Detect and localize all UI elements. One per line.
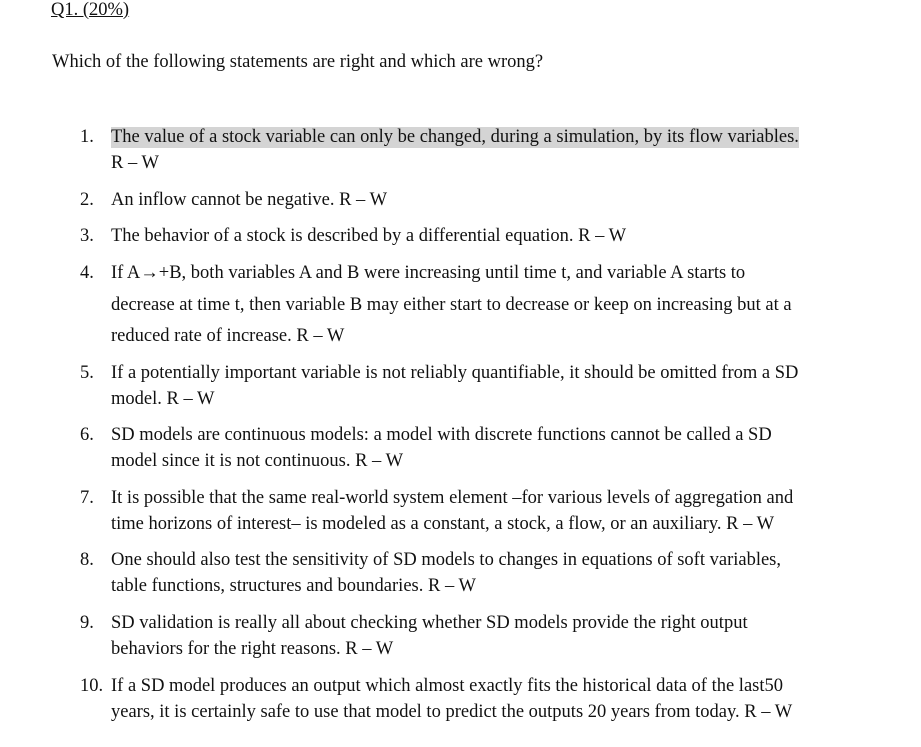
statement-text: It is possible that the same real-world system element –for various levels of aggregation and: [111, 488, 794, 508]
question-heading: Q1. (20%): [51, 0, 130, 20]
statement-text: table functions, structures and boundaries. R – W: [111, 576, 476, 596]
statement-text: If A→+B, both variables A and B were increasing until time t, and variable A starts to: [111, 263, 746, 283]
statement-number: 6.: [80, 425, 94, 445]
statement-text: SD models are continuous models: a model with discrete functions cannot be called a SD: [111, 425, 772, 445]
question-intro: Which of the following statements are right and which are wrong?: [52, 52, 544, 72]
statement-number: 9.: [80, 613, 94, 633]
statement-number: 3.: [80, 226, 94, 246]
statement-number: 1.: [80, 127, 94, 147]
statement-text: behaviors for the right reasons. R – W: [111, 639, 394, 659]
statement-number: 7.: [80, 488, 94, 508]
statement-text: time horizons of interest– is modeled as a constant, a stock, a flow, or an auxiliary. R – W: [111, 514, 775, 534]
statement-text-highlighted: The value of a stock variable can only be changed, during a simulation, by its flow variables.: [111, 127, 799, 147]
statement-text: SD validation is really all about checking whether SD models provide the right output: [111, 613, 748, 633]
statement-text: model since it is not continuous. R – W: [111, 451, 404, 471]
statement-text: decrease at time t, then variable B may either start to decrease or keep on increasing but at a: [111, 295, 792, 315]
statement-text: If a SD model produces an output which almost exactly fits the historical data of the last50: [111, 676, 783, 696]
statement-text: An inflow cannot be negative. R – W: [111, 190, 388, 210]
statement-number: 2.: [80, 190, 94, 210]
statement-text: R – W: [111, 153, 159, 173]
statement-number: 8.: [80, 550, 94, 570]
statement-text: The behavior of a stock is described by a differential equation. R – W: [111, 226, 627, 246]
statement-text: reduced rate of increase. R – W: [111, 326, 345, 346]
statement-number: 4.: [80, 263, 94, 283]
statement-text: model. R – W: [111, 389, 215, 409]
statement-number: 10.: [80, 676, 104, 696]
statement-number: 5.: [80, 363, 94, 383]
statement-text: One should also test the sensitivity of SD models to changes in equations of soft variables,: [111, 550, 782, 570]
statement-text: If a potentially important variable is not reliably quantifiable, it should be omitted from a SD: [111, 363, 799, 383]
statement-text: years, it is certainly safe to use that model to predict the outputs 20 years from today. R – W: [111, 702, 793, 722]
